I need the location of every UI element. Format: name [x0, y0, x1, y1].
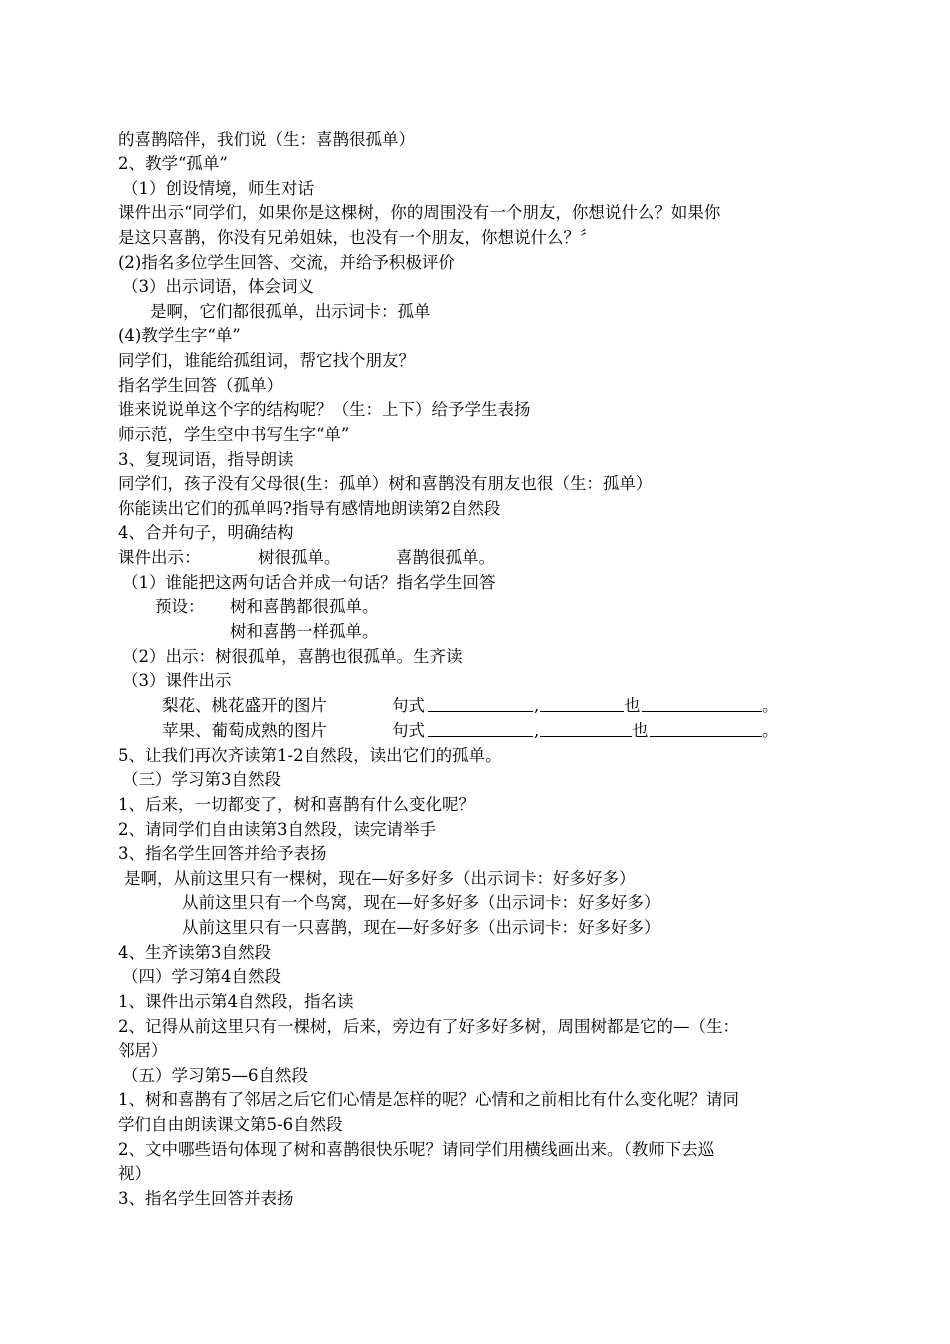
text-line: 从前这里只有一个鸟窝，现在—好多好多（出示词卡：好多好多） [182, 893, 661, 912]
section-heading: 4、合并句子，明确结构 [118, 523, 294, 542]
text-line: 邻居） [118, 1041, 168, 1060]
text-line: 是啊，它们都很孤单，出示词卡：孤单 [150, 302, 431, 321]
pattern-label: 句式 [392, 721, 425, 740]
text-line: 2、文中哪些语句体现了树和喜鹊很快乐呢？请同学们用横线画出来。（教师下去巡 [118, 1140, 715, 1159]
section-heading: 5、让我们再次齐读第1-2自然段，读出它们的孤单。 [118, 746, 502, 765]
section-heading: （五）学习第5—6自然段 [122, 1066, 308, 1085]
text-line: 2、请同学们自由读第3自然段，读完请举手 [118, 820, 436, 839]
text-line: 同学们，孩子没有父母很(生：孤单）树和喜鹊没有朋友也很（生：孤单） [118, 474, 653, 493]
text-line: （1）谁能把这两句话合并成一句话？指名学生回答 [122, 573, 496, 592]
text-line: 3、指名学生回答并表扬 [118, 1189, 294, 1208]
blank-line [428, 694, 533, 719]
sentence-one: 树很孤单。 [258, 548, 341, 567]
picture-label: 苹果、葡萄成熟的图片 [162, 721, 327, 740]
text-line: 2、记得从前这里只有一棵树，后来，旁边有了好多好多树，周围树都是它的—（生： [118, 1017, 739, 1036]
section-heading: （三）学习第3自然段 [122, 770, 281, 789]
text-line [155, 595, 755, 619]
text-line: 从前这里只有一只喜鹊，现在—好多好多（出示词卡：好多好多） [182, 918, 661, 937]
text-line: 1、后来，一切都变了，树和喜鹊有什么变化呢？ [118, 795, 475, 814]
text-line: 3、指名学生回答并给予表扬 [118, 844, 327, 863]
line-label: 预设： [155, 597, 205, 616]
blank-line [642, 694, 762, 719]
text-line: 同学们，谁能给孤组词，帮它找个朋友？ [118, 351, 415, 370]
text-line: 你能读出它们的孤单吗?指导有感情地朗读第2自然段 [118, 499, 501, 518]
blank-line [428, 719, 533, 744]
text-line [118, 546, 818, 570]
period: 。 [762, 721, 779, 740]
text-line: （1）创设情境，师生对话 [122, 179, 314, 198]
comma: , [534, 696, 540, 715]
example-sentence: 树和喜鹊都很孤单。 [230, 597, 379, 616]
text-line: （2）出示：树很孤单，喜鹊也很孤单。生齐读 [122, 647, 463, 666]
sentence-pattern-row [162, 694, 802, 718]
sentence-two: 喜鹊很孤单。 [396, 548, 495, 567]
period: 。 [762, 696, 779, 715]
line-label: 课件出示： [118, 548, 201, 567]
text-line: 谁来说说单这个字的结构呢？（生：上下）给予学生表扬 [118, 400, 531, 419]
text-line: 4、生齐读第3自然段 [118, 943, 271, 962]
text-line: 1、课件出示第4自然段，指名读 [118, 992, 354, 1011]
text-line: （3）出示词语，体会词义 [122, 277, 314, 296]
text-line: 是啊，从前这里只有一棵树，现在—好多好多（出示词卡：好多好多） [124, 869, 636, 888]
blank-line [540, 719, 632, 744]
text-line: （3）课件出示 [122, 671, 232, 690]
text-line: 的喜鹊陪伴，我们说（生：喜鹊很孤单） [118, 130, 415, 149]
text-line: (2)指名多位学生回答、交流，并给予积极评价 [118, 253, 455, 272]
text-line: 课件出示“同学们，如果你是这棵树，你的周围没有一个朋友，你想说什么？如果你 [118, 203, 721, 222]
connector: 也 [624, 696, 641, 715]
section-heading: （四）学习第4自然段 [122, 967, 281, 986]
text-line: 学们自由朗读课文第5-6自然段 [118, 1115, 343, 1134]
text-line: 视） [118, 1164, 151, 1183]
comma: , [534, 721, 540, 740]
text-line: 1、树和喜鹊有了邻居之后它们心情是怎样的呢？心情和之前相比有什么变化呢？请同 [118, 1090, 739, 1109]
sentence-pattern-row [162, 719, 802, 743]
picture-label: 梨花、桃花盛开的图片 [162, 696, 327, 715]
text-line: 师示范，学生空中书写生字“单” [118, 425, 350, 444]
text-line: 是这只喜鹊，你没有兄弟姐妹，也没有一个朋友，你想说什么？〞 [118, 228, 597, 247]
text-line: 指名学生回答（孤单） [118, 376, 283, 395]
section-heading: 2、教学“孤单” [118, 154, 228, 173]
text-line: (4)教学生字“单” [118, 326, 241, 345]
connector: 也 [632, 721, 649, 740]
blank-line [650, 719, 762, 744]
pattern-label: 句式 [392, 696, 425, 715]
blank-line [540, 694, 624, 719]
section-heading: 3、复现词语，指导朗读 [118, 450, 294, 469]
example-sentence: 树和喜鹊一样孤单。 [230, 622, 379, 641]
